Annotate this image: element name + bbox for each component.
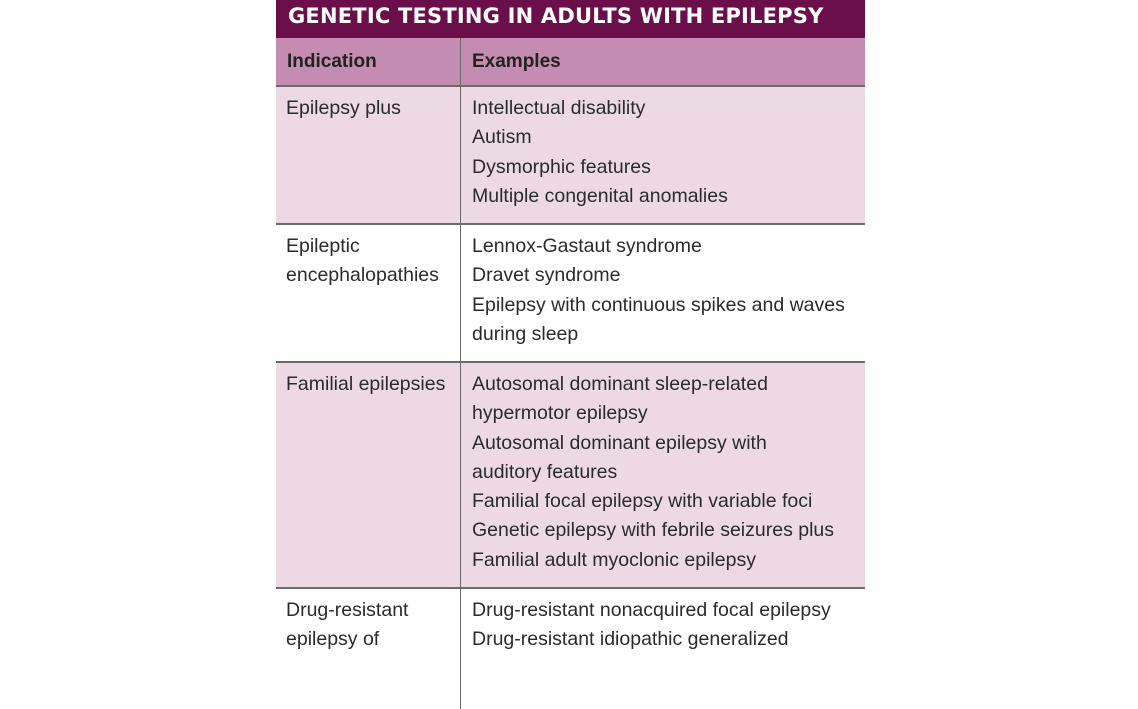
- indication-cell: Familial epilepsies: [276, 363, 461, 587]
- example-item: Intellectual disability: [472, 97, 646, 119]
- indication-cell: Drug-resistant epilepsy of: [276, 589, 461, 709]
- example-item: Dravet syndrome: [472, 264, 621, 287]
- header-examples: Examples: [472, 50, 561, 72]
- table-row: [276, 363, 865, 589]
- examples-cell: [461, 589, 865, 709]
- example-item: Epilepsy with continuous spikes and waves: [472, 293, 845, 316]
- examples-cell: [461, 363, 865, 587]
- example-item: Autosomal dominant sleep-related: [472, 373, 768, 395]
- indication-cell: Epileptic encephalopathies: [276, 225, 461, 361]
- table-row: [276, 589, 865, 709]
- example-item: Autism: [472, 126, 532, 149]
- table-row: [276, 225, 865, 363]
- table-row: [276, 87, 865, 225]
- header-indication: Indication: [276, 38, 461, 85]
- example-item: Familial focal epilepsy with variable foci: [472, 490, 813, 513]
- example-item: Multiple congenital anomalies: [472, 184, 728, 207]
- examples-cell: [461, 225, 865, 361]
- example-item: Drug-resistant idiopathic generalized: [472, 628, 789, 651]
- example-item: Genetic epilepsy with febrile seizures plus: [472, 519, 835, 542]
- example-item: auditory features: [472, 460, 618, 483]
- example-item: Drug-resistant nonacquired focal epilepsy: [472, 599, 831, 621]
- example-item: during sleep: [472, 322, 579, 345]
- table-header-row: [276, 38, 865, 87]
- table-title: GENETIC TESTING IN ADULTS WITH EPILEPSY: [276, 0, 865, 38]
- example-item: Dysmorphic features: [472, 155, 651, 178]
- example-item: Familial adult myoclonic epilepsy: [472, 548, 756, 571]
- examples-cell: [461, 87, 865, 223]
- example-item: hypermotor epilepsy: [472, 402, 648, 425]
- indication-cell: Epilepsy plus: [276, 87, 461, 223]
- genetic-testing-table: [276, 0, 865, 709]
- example-item: Autosomal dominant epilepsy with: [472, 431, 767, 454]
- example-item: Lennox-Gastaut syndrome: [472, 235, 702, 257]
